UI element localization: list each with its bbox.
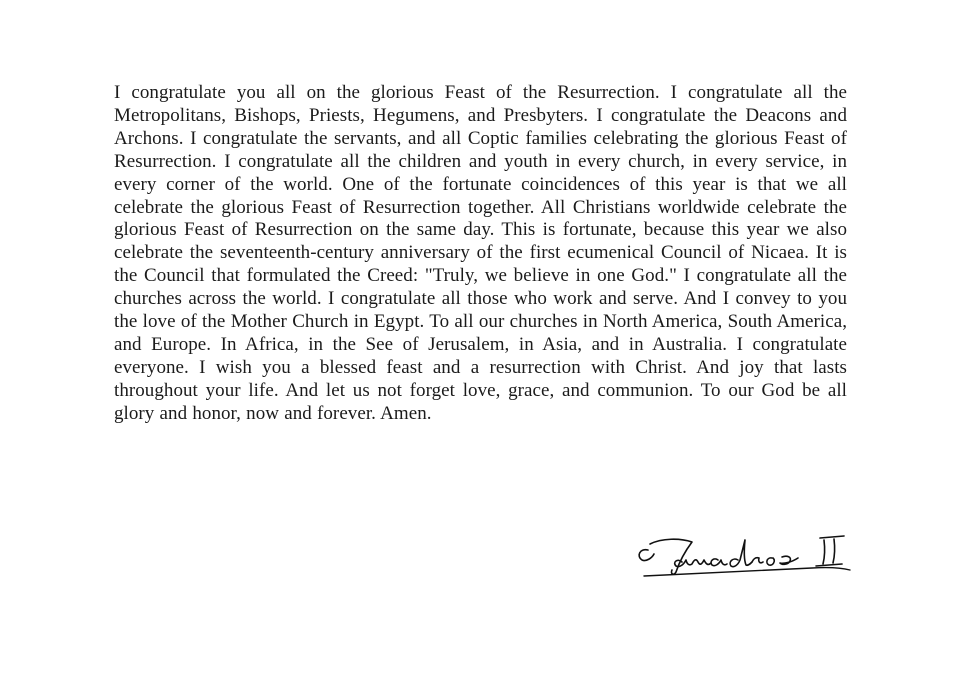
letter-body-text: I congratulate you all on the glorious Feast of the Resurrection. I congratulate all the Metropolitans, Bishops, Priests, Hegumens, and Presbyters. I congratulate the Deacons and Archons. I congratulate the servants, and all Coptic families celebrating the glorious Feast of Resurrection. I congratulate all the children and youth in every church, in every service, in every corner of the world. One of the fortunate coincidences of this year is that we all celebrate the glorious Feast of Resurrection together. All Christians worldwide celebrate the glorious Feast of Resurrection on the same day. This is fortunate, because this year we also celebrate the seventeenth-century anniversary of the first ecumenical Council of Nicaea. It is the Council that formulated the Creed: "Truly, we believe in one God." I congratulate all the churches across the world. I congratulate all those who work and serve. And I convey to you the love of the Mother Church in Egypt. To all our churches in North America, South America, and Europe. In Africa, in the See of Jerusalem, in Asia, and in Australia. I congratulate everyone. I wish you a blessed feast and a resurrection with Christ. And joy that lasts throughout your life. And let us not forget love, grace, and communion. To our God be all glory and honor, now and forever. Amen. (114, 82, 847, 424)
signature (632, 524, 856, 584)
